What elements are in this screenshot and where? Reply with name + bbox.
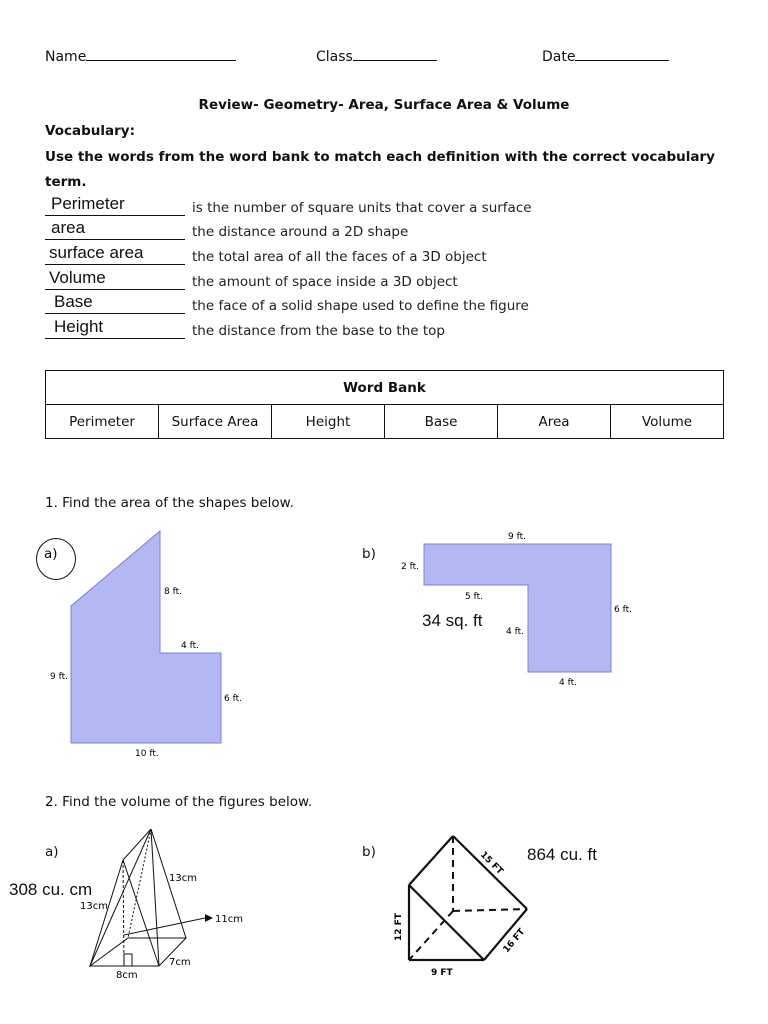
dim-label: 6 ft. bbox=[224, 694, 242, 704]
vocab-row bbox=[45, 245, 665, 267]
slant-height-arrow bbox=[124, 918, 205, 935]
word-bank-title: Word Bank bbox=[46, 371, 724, 405]
question-1b-answer: 34 sq. ft bbox=[422, 611, 483, 630]
vocab-definition: the total area of all the faces of a 3D object bbox=[192, 249, 487, 265]
dim-label: 9 ft. bbox=[50, 672, 68, 682]
vocab-definition: the distance around a 2D shape bbox=[192, 224, 409, 240]
vocab-blank bbox=[45, 264, 185, 265]
name-blank bbox=[86, 48, 236, 61]
dim-label: 10 ft. bbox=[135, 749, 159, 759]
dim-label: 9 ft. bbox=[508, 532, 526, 542]
word-bank-word: Perimeter bbox=[46, 405, 159, 439]
vocab-answer: Base bbox=[54, 292, 93, 311]
class-blank bbox=[353, 48, 437, 61]
dim-label: 16 FT bbox=[501, 927, 528, 955]
shape-1b-polygon bbox=[424, 544, 611, 672]
vocab-answer: surface area bbox=[49, 243, 144, 262]
name-label: Name bbox=[45, 49, 87, 65]
dim-label: 9 FT bbox=[431, 968, 453, 978]
vocab-answer: area bbox=[51, 218, 86, 237]
question-2a-answer: 308 cu. cm bbox=[9, 880, 93, 899]
date-field bbox=[542, 48, 669, 65]
vocab-definition: the face of a solid shape used to define the figure bbox=[192, 298, 529, 314]
pyramid-edge bbox=[90, 829, 151, 966]
word-bank-word: Area bbox=[498, 405, 611, 439]
shape-1a-polygon bbox=[71, 531, 221, 743]
vocabulary-heading: Vocabulary: bbox=[45, 123, 135, 139]
prism-hidden-edge bbox=[453, 909, 527, 911]
vocab-blank bbox=[45, 289, 185, 290]
word-bank-table bbox=[45, 370, 724, 439]
dim-label: 4 ft. bbox=[181, 641, 199, 651]
class-field bbox=[316, 48, 437, 65]
shape-1a bbox=[40, 525, 260, 765]
dim-label: 11cm bbox=[215, 914, 243, 925]
dim-label: 13cm bbox=[80, 901, 108, 912]
date-blank bbox=[575, 48, 669, 61]
dim-label: 6 ft. bbox=[614, 605, 632, 615]
question-2a-label: a) bbox=[45, 844, 59, 860]
dim-label: 4 ft. bbox=[506, 627, 524, 637]
dim-label: 4 ft. bbox=[559, 678, 577, 688]
vocab-blank bbox=[45, 215, 185, 216]
vocab-definition: the amount of space inside a 3D object bbox=[192, 274, 458, 290]
vocab-row bbox=[45, 270, 665, 292]
vocab-row bbox=[45, 294, 665, 316]
dim-label: 15 FT bbox=[477, 850, 505, 877]
word-bank-word: Base bbox=[385, 405, 498, 439]
pyramid-edge bbox=[123, 829, 151, 860]
vocab-row bbox=[45, 319, 665, 341]
date-label: Date bbox=[542, 49, 576, 65]
dim-label: 7cm bbox=[169, 957, 191, 968]
word-bank-word: Height bbox=[272, 405, 385, 439]
prism-figure bbox=[385, 825, 545, 985]
question-1-prompt: 1. Find the area of the shapes below. bbox=[45, 495, 294, 511]
vocab-answer: Height bbox=[54, 317, 104, 336]
dim-label: 2 ft. bbox=[401, 562, 419, 572]
vocab-definition: the distance from the base to the top bbox=[192, 323, 445, 339]
dim-label: 13cm bbox=[169, 873, 197, 884]
vocab-blank bbox=[45, 338, 185, 339]
dim-label: 8cm bbox=[116, 970, 138, 981]
vocab-row bbox=[45, 220, 665, 242]
dim-label: 8 ft. bbox=[164, 587, 182, 597]
question-1a-label: a) bbox=[44, 546, 58, 562]
word-bank-word: Surface Area bbox=[159, 405, 272, 439]
prism-edge bbox=[453, 836, 527, 909]
prism-edge bbox=[409, 836, 453, 885]
arrow-icon bbox=[205, 914, 213, 922]
vocabulary-instructions-line2: term. bbox=[45, 174, 87, 190]
page-title: Review- Geometry- Area, Surface Area & Volume bbox=[198, 97, 570, 113]
vocab-answer: Volume bbox=[49, 268, 106, 287]
dim-label: 12 FT bbox=[394, 913, 404, 941]
question-2-prompt: 2. Find the volume of the figures below. bbox=[45, 794, 313, 810]
vocab-definition: is the number of square units that cover a surface bbox=[192, 200, 532, 216]
right-angle-icon bbox=[124, 954, 132, 966]
pyramid-edge bbox=[90, 860, 123, 966]
vocab-blank bbox=[45, 239, 185, 240]
class-label: Class bbox=[316, 49, 353, 65]
word-bank-word: Volume bbox=[611, 405, 724, 439]
pyramid-height bbox=[123, 860, 124, 966]
name-field bbox=[45, 48, 236, 65]
prism-hidden-edge bbox=[409, 911, 453, 960]
vocab-answer: Perimeter bbox=[51, 194, 125, 213]
dim-label: 5 ft. bbox=[465, 592, 483, 602]
question-2b-label: b) bbox=[362, 844, 376, 860]
question-1b-label: b) bbox=[362, 546, 376, 562]
vocab-row bbox=[45, 196, 665, 218]
pyramid-figure bbox=[80, 825, 270, 983]
question-2b-answer: 864 cu. ft bbox=[527, 845, 597, 864]
vocabulary-instructions-line1: Use the words from the word bank to match each definition with the correct vocabulary bbox=[45, 149, 715, 165]
vocab-blank bbox=[45, 313, 185, 314]
